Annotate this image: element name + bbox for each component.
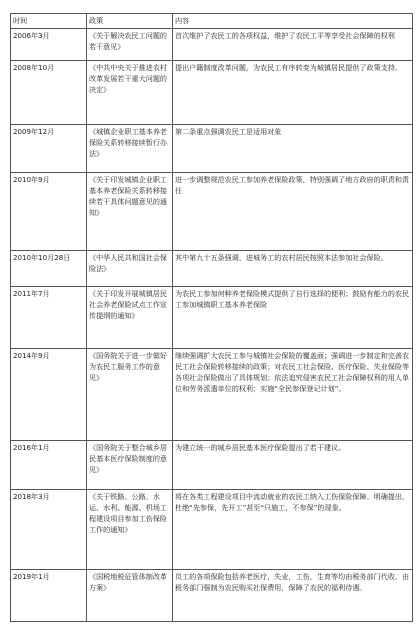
cell-content: 继续强调扩大农民工参与城镇社会保险的覆盖面；强调进一步制定和完善农民工社会保险转移接续的政策；对农民工社会保险、医疗保险、失业保险等各项社会保险做出了具体规划；依法追究侵害农民工社会保障权利的用人单位和劳务派遣单位的权利；实施“全民参保登记计划”。 (173, 349, 413, 441)
cell-policy: 《中共中央关于推进农村改革发展若干重大问题的决定》 (87, 61, 173, 125)
policy-table (10, 13, 413, 622)
cell-policy: 《城镇企业职工基本养老保险关系转移接续暂行办法》 (87, 125, 173, 173)
table-header-row (11, 14, 413, 29)
table-row (11, 125, 413, 173)
table-row (11, 173, 413, 251)
cell-time: 2011年7月 (11, 287, 87, 349)
table-row (11, 570, 413, 622)
cell-content: 进一步调整规范农民工参加养老保险政策，特别强调了地方政府的职责和责任 (173, 173, 413, 251)
table-row (11, 287, 413, 349)
cell-policy: 《国务院关于整合城乡居民基本医疗保险制度的意见》 (87, 441, 173, 490)
cell-time: 2016年1月 (11, 441, 87, 490)
cell-time: 2010年9月 (11, 173, 87, 251)
table-row (11, 490, 413, 570)
cell-content: 第二条重点强调农民工是适用对象 (173, 125, 413, 173)
cell-policy: 《中华人民共和国社会保险法》 (87, 251, 173, 287)
cell-policy: 《国税地税征管体制改革方案》 (87, 570, 173, 622)
cell-time: 2009年12月 (11, 125, 87, 173)
header-content: 内容 (173, 14, 413, 29)
cell-time: 2014年9月 (11, 349, 87, 441)
cell-content: 为建立统一的城乡居民基本医疗保险提出了若干建议。 (173, 441, 413, 490)
table-row (11, 251, 413, 287)
header-time: 时间 (11, 14, 87, 29)
cell-content: 其中第九十五条强调，进城务工的农村居民按照本法参加社会保险。 (173, 251, 413, 287)
table-row (11, 61, 413, 125)
cell-policy: 《关于解决农民工问题的若干意见》 (87, 29, 173, 61)
header-policy: 政策 (87, 14, 173, 29)
cell-content: 提出户籍制度改革问题，为农民工有序转变为城镇居民提供了政策支持。 (173, 61, 413, 125)
cell-time: 2010年10月28日 (11, 251, 87, 287)
cell-content: 员工的各项保险包括养老医疗，失业，工伤，生育等均由税务部门代收，由税务部门强制为农民购买社保费用，保障了农民的福利待遇。 (173, 570, 413, 622)
cell-time: 2018年3月 (11, 490, 87, 570)
cell-content: 为农民工参加何种养老保险模式提供了自行选择的便利；鼓励有能力的农民工参加城镇职工基本养老保险 (173, 287, 413, 349)
table-row (11, 349, 413, 441)
cell-policy: 《关于印发城镇企业职工基本养老保险关系转移接续若干具体问题意见的通知》 (87, 173, 173, 251)
cell-time: 2008年10月 (11, 61, 87, 125)
table-row (11, 441, 413, 490)
cell-time: 2019年1月 (11, 570, 87, 622)
cell-content: 将在各类工程建设项目中流动就业的农民工纳入工伤保险保障。明确提出，杜绝“先参保，先开工”甚至“只施工，不参保”的现象。 (173, 490, 413, 570)
cell-policy: 《关于铁路、公路、水运、水利、能源、机场工程建设项目参加工伤保险工作的通知》 (87, 490, 173, 570)
cell-policy: 《国务院关于进一步做好为农民工服务工作的意见》 (87, 349, 173, 441)
table-row (11, 29, 413, 61)
cell-time: 2006年3月 (11, 29, 87, 61)
cell-policy: 《关于印发开展城镇居民社会养老保险试点工作宣传提纲的通知》 (87, 287, 173, 349)
cell-content: 首次维护了农民工的各项权益，维护了农民工平等享受社会保障的权利 (173, 29, 413, 61)
